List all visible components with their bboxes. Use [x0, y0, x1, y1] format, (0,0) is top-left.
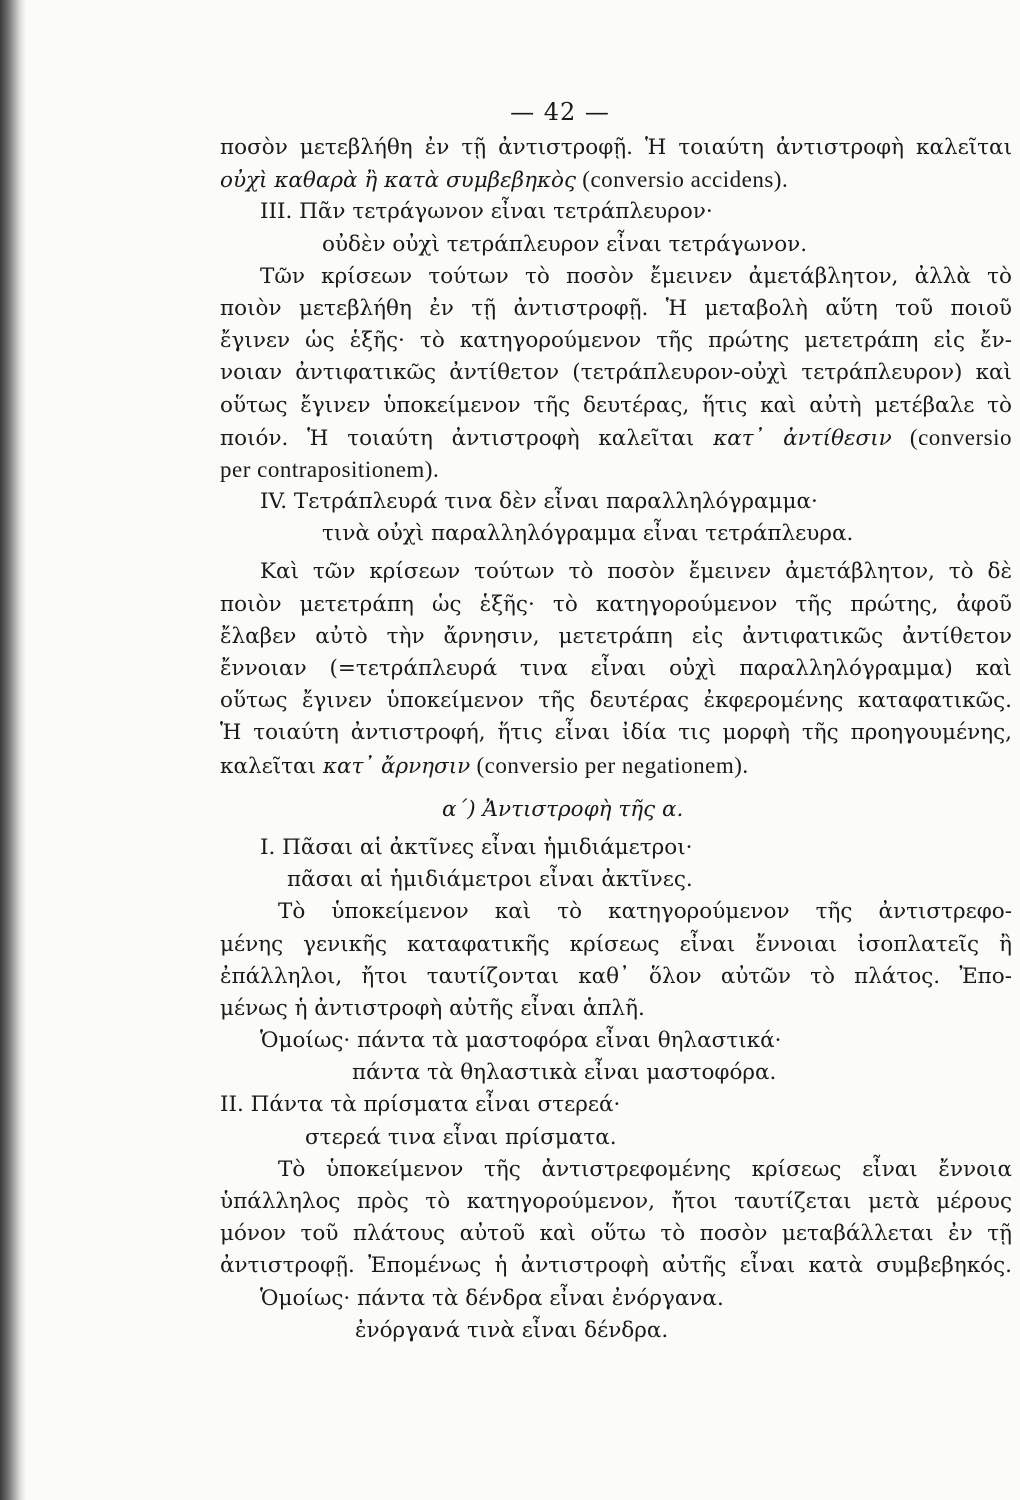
text-line: Τὸ ὑποκείμενον καὶ τὸ κατηγορούμενον τῆς ἀντιστρεφο-: [278, 899, 1012, 925]
latin-term: (conversio per negationem).: [470, 752, 749, 778]
page-binding-shadow: [0, 0, 26, 1500]
text-line: ποιὸν μετετράπη ὡς ἑξῆς· τὸ κατηγορούμενον τῆς πρώτης, ἀφοῦ: [220, 591, 1012, 617]
latin-term: per contrapositionem).: [220, 456, 440, 482]
latin-term: (conversio accidens).: [576, 167, 789, 193]
text-line: οὕτως ἔγινεν ὑποκείμενον τῆς δευτέρας, ἥτις καὶ αὐτὴ μετέβαλε τὸ: [220, 392, 1012, 418]
text-line: ποσὸν μετεβλήθη ἐν τῇ ἀντιστροφῇ. Ἡ τοιαύτη ἀντιστροφὴ καλεῖται: [220, 135, 1012, 160]
text-fragment: καλεῖται: [220, 753, 323, 779]
text-line: Ἡ τοιαύτη ἀντιστροφή, ἥτις εἶναι ἰδία τις μορφὴ τῆς προηγουμένης,: [220, 720, 1012, 746]
text-line: ἔλαβεν αὐτὸ τὴν ἄρνησιν, μετετράπη εἰς ἀντιφατικῶς ἀντίθετον: [220, 623, 1012, 649]
example-premise: Ὁμοίως· πάντα τὰ μαστοφόρα εἶναι θηλαστικά·: [260, 1028, 782, 1054]
text-line: ἀντιστροφῇ. Ἐπομένως ἡ ἀντιστροφὴ αὐτῆς εἶναι κατὰ συμβεβηκός.: [220, 1253, 1012, 1279]
italic-term: κατ᾽ ἄρνησιν: [322, 753, 471, 779]
example-premise: II. Πάντα τὰ πρίσματα εἶναι στερεά·: [220, 1092, 621, 1118]
page-body: [220, 132, 1012, 1347]
example-conclusion: στερεά τινα εἶναι πρίσματα.: [305, 1124, 617, 1150]
example-premise: III. Πᾶν τετράγωνον εἶναι τετράπλευρον·: [260, 199, 713, 225]
text-line: μένως ἡ ἀντιστροφὴ αὐτῆς εἶναι ἁπλῆ.: [220, 995, 645, 1021]
text-line: ἔννοιαν (=τετράπλευρά τινα εἶναι οὐχὶ παραλληλόγραμμα) καὶ: [220, 656, 1012, 681]
section-heading: α΄) Ἀντιστροφὴ τῆς α.: [442, 796, 684, 822]
text-line: ποιὸν μετεβλήθη ἐν τῇ ἀντιστροφῇ. Ἡ μεταβολὴ αὕτη τοῦ ποιοῦ: [220, 295, 1012, 321]
text-line: [220, 422, 1012, 454]
text-line: οὕτως ἔγινεν ὑποκείμενον τῆς δευτέρας ἐκφερομένης καταφατικῶς.: [220, 688, 1012, 714]
example-conclusion: τινὰ οὐχὶ παραλληλόγραμμα εἶναι τετράπλευρα.: [322, 521, 854, 547]
text-line: [220, 750, 1012, 782]
example-conclusion: πᾶσαι αἱ ἡμιδιάμετροι εἶναι ἀκτῖνες.: [287, 867, 693, 893]
page-number: — 42 —: [510, 98, 610, 126]
example-conclusion: οὐδὲν οὐχὶ τετράπλευρον εἶναι τετράγωνον.: [322, 231, 808, 257]
text-line: ἔγινεν ὡς ἑξῆς· τὸ κατηγορούμενον τῆς πρώτης μετετράπη εἰς ἔν-: [220, 328, 1012, 354]
text-line: Καὶ τῶν κρίσεων τούτων τὸ ποσὸν ἔμεινεν ἀμετάβλητον, τὸ δὲ: [260, 559, 1012, 585]
text-line: ὑπάλληλος πρὸς τὸ κατηγορούμενον, ἤτοι ταυτίζεται μετὰ μέρους: [220, 1189, 1012, 1214]
example-premise: I. Πᾶσαι αἱ ἀκτῖνες εἶναι ἡμιδιάμετροι·: [260, 834, 693, 860]
example-conclusion: ἐνόργανά τινὰ εἶναι δένδρα.: [355, 1317, 669, 1343]
text-line: ἐπάλληλοι, ἤτοι ταυτίζονται καθ᾽ ὅλον αὐτῶν τὸ πλάτος. Ἐπο-: [220, 963, 1012, 989]
example-conclusion: πάντα τὰ θηλαστικὰ εἶναι μαστοφόρα.: [352, 1060, 777, 1086]
text-line: Τῶν κρίσεων τούτων τὸ ποσὸν ἔμεινεν ἀμετάβλητον, ἀλλὰ τὸ: [260, 263, 1012, 289]
example-premise: Ὁμοίως· πάντα τὰ δένδρα εἶναι ἐνόργανα.: [260, 1285, 724, 1311]
italic-term: κατ᾽ ἀντίθεσιν: [713, 425, 892, 451]
italic-term: οὐχὶ καθαρὰ ἢ κατὰ συμβεβηκὸς: [220, 168, 577, 194]
text-line: μένης γενικῆς καταφατικῆς κρίσεως εἶναι ἔννοιαι ἰσοπλατεῖς ἢ: [220, 931, 1012, 957]
text-line: [220, 164, 1012, 196]
example-premise: IV. Τετράπλευρά τινα δὲν εἶναι παραλληλόγραμμα·: [260, 489, 818, 515]
text-line: μόνον τοῦ πλάτους αὐτοῦ καὶ οὕτω τὸ ποσὸν μεταβάλλεται ἐν τῇ: [220, 1221, 1012, 1247]
text-fragment: ποιόν. Ἡ τοιαύτη ἀντιστροφὴ καλεῖται: [220, 425, 714, 451]
text-line: νοιαν ἀντιφατικῶς ἀντίθετον (τετράπλευρον-οὐχὶ τετράπλευρον) καὶ: [220, 360, 1012, 386]
latin-term: (conversio: [891, 424, 1013, 450]
text-line: Τὸ ὑποκείμενον τῆς ἀντιστρεφομένης κρίσεως εἶναι ἔννοια: [278, 1156, 1012, 1182]
